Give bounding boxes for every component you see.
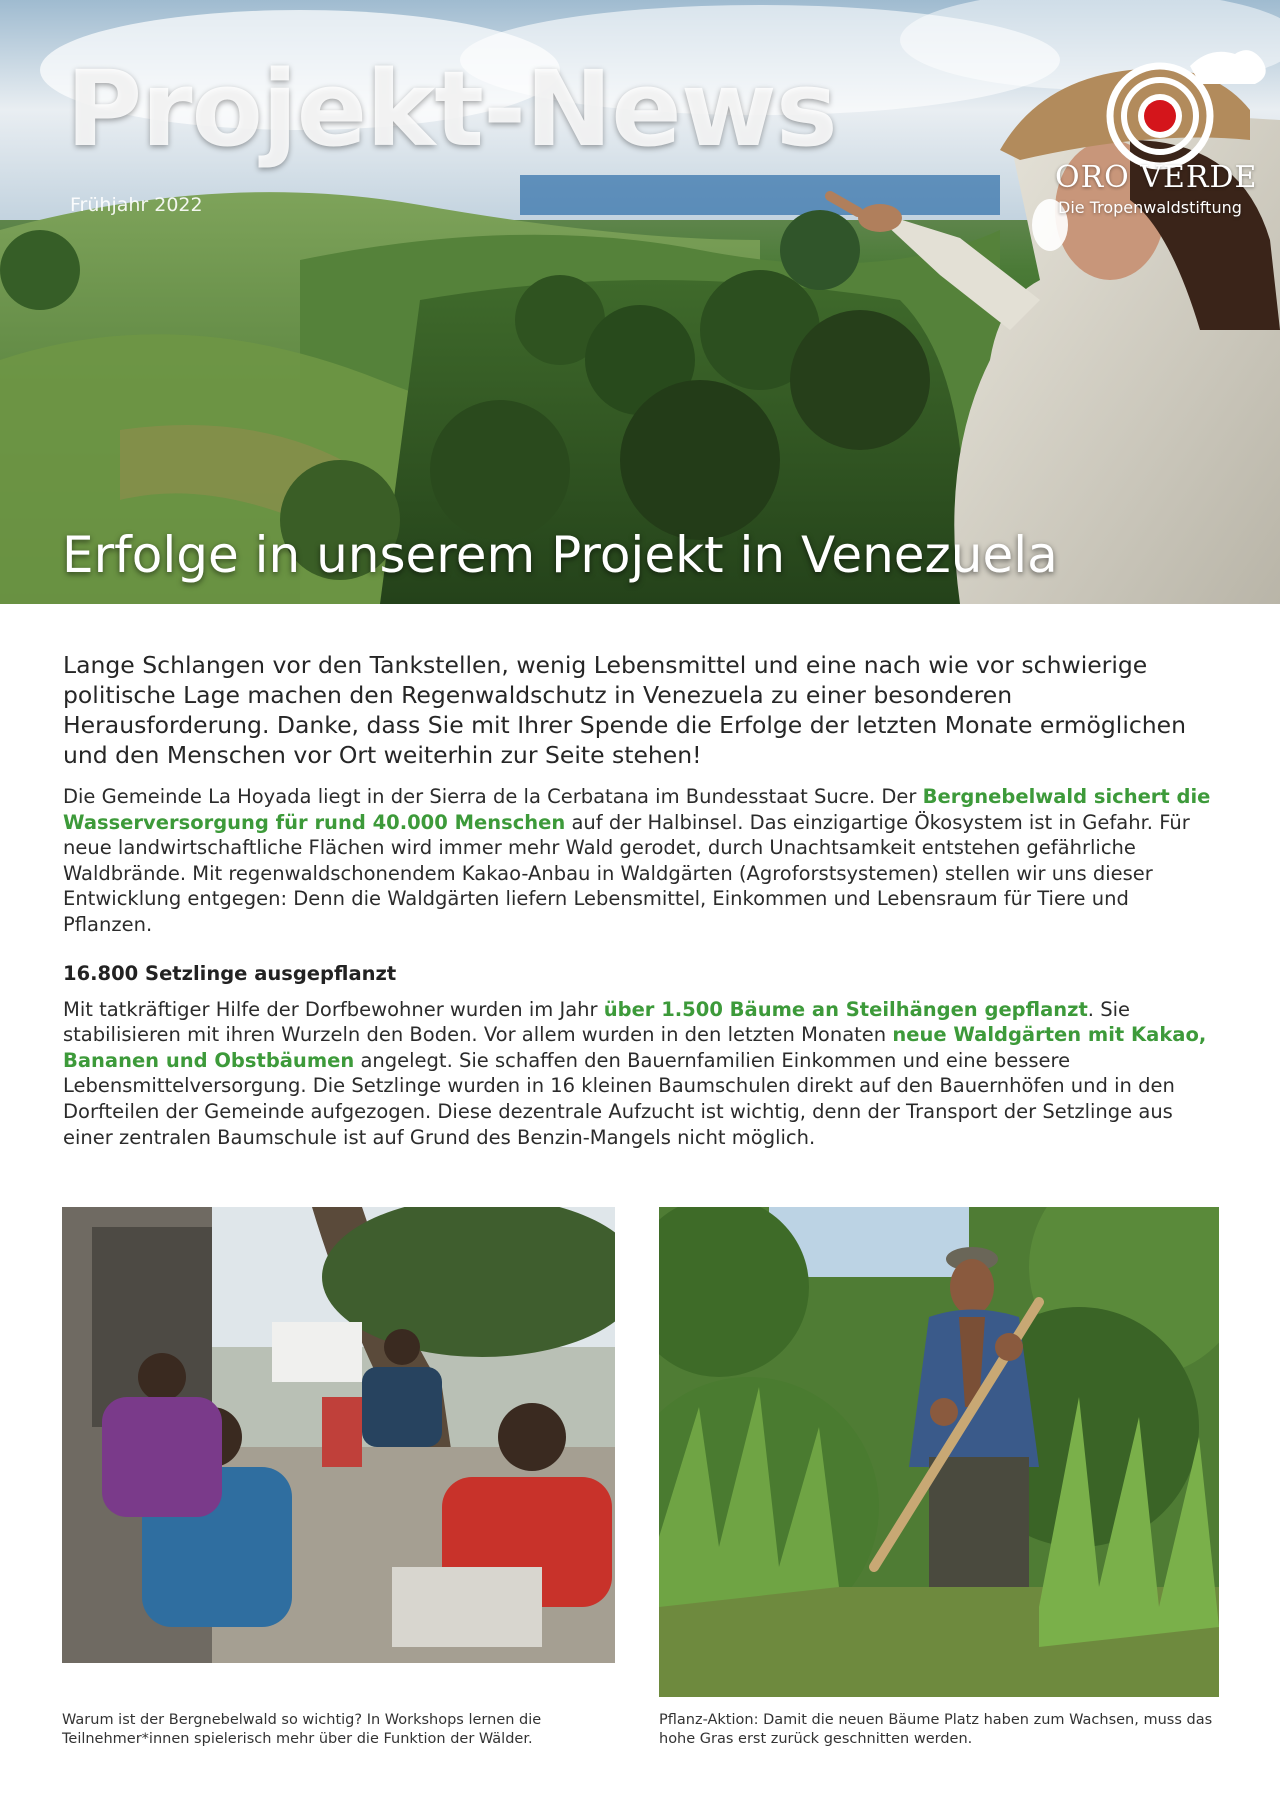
workshop-caption: Warum ist der Bergnebelwald so wichtig? In Workshops lernen die Teilnehmer*innen spielerisch mehr über die Funktion der Wälder. xyxy=(62,1712,542,1747)
paragraph-la-hoyada xyxy=(63,784,1219,938)
intro-paragraph: Lange Schlangen vor den Tankstellen, wenig Lebensmittel und eine nach wie vor schwierige politische Lage machen den Regenwaldschutz in Venezuela zu einer besonderen Herausforderung. Danke, dass Sie mit Ihrer Spende die Erfolge der letzten Monate ermöglichen und den Menschen vor Ort weiterhin zur Seite stehen! xyxy=(63,651,1187,769)
planting-caption: Pflanz-Aktion: Damit die neuen Bäume Platz haben zum Wachsen, muss das hohe Gras erst zurück geschnitten werden. xyxy=(659,1712,1213,1747)
highlight-text: Bergnebelwald sichert die Wasserversorgung für rund 40.000 Menschen xyxy=(63,785,1211,834)
paragraph-text: auf der Halbinsel. Das einzigartige Ökosystem ist in Gefahr. Für neue landwirtschaftliche Flächen wird immer mehr Wald gerodet, durch Unachtsamkeit entstehen gefährliche Waldbrände. Mit regenwaldschonendem Kakao-Anbau in Waldgärten (Agroforstsystemen) stellen wir uns dieser Entwicklung entgegen: Denn die Waldgärten liefern Lebensmittel, Einkommen und Lebensraum für Tiere und Pflanzen. xyxy=(63,810,1190,936)
newsletter-title: Projekt-News xyxy=(66,48,837,170)
logo-tagline: Die Tropenwaldstiftung xyxy=(1058,198,1242,217)
workshop-photo xyxy=(62,1207,615,1663)
paragraph-text: . Sie stabilisieren mit ihren Wurzeln den Boden. Vor allem wurden in den letzten Monaten xyxy=(63,997,1130,1047)
planting-photo xyxy=(659,1207,1219,1697)
paragraph-text: angelegt. Sie schaffen den Bauernfamilien Einkommen und eine bessere Lebensmittelversorgung. Die Setzlinge wurden in 16 kleinen Baumschulen direkt auf den Bauernhöfen und in den Dorfteilen der Gemeinde aufgezogen. Diese dezentrale Aufzucht ist wichtig, denn der Transport der Setzlinge aus einer zentralen Baumschule ist auf Grund des Benzin-Mangels nicht möglich. xyxy=(63,1048,1175,1149)
highlight-text: über 1.500 Bäume an Steilhängen gepflanzt xyxy=(603,997,1088,1021)
highlight-text: neue Waldgärten mit Kakao, Bananen und Obstbäumen xyxy=(63,1023,1207,1072)
issue-season: Frühjahr 2022 xyxy=(70,194,203,216)
paragraph-text: Die Gemeinde La Hoyada liegt in der Sierra de la Cerbatana im Bundesstaat Sucre. Der xyxy=(63,785,923,808)
paragraph-setzlinge xyxy=(63,997,1219,1151)
paragraph-text: Mit tatkräftiger Hilfe der Dorfbewohner wurden im Jahr xyxy=(63,997,604,1021)
section-subheading: 16.800 Setzlinge ausgepflanzt xyxy=(63,961,397,985)
hero-image xyxy=(0,0,1280,604)
logo-wordmark: ORO VERDE xyxy=(1055,160,1258,195)
article-headline: Erfolge in unserem Projekt in Venezuela xyxy=(62,526,1058,584)
article-body xyxy=(63,650,1219,1150)
